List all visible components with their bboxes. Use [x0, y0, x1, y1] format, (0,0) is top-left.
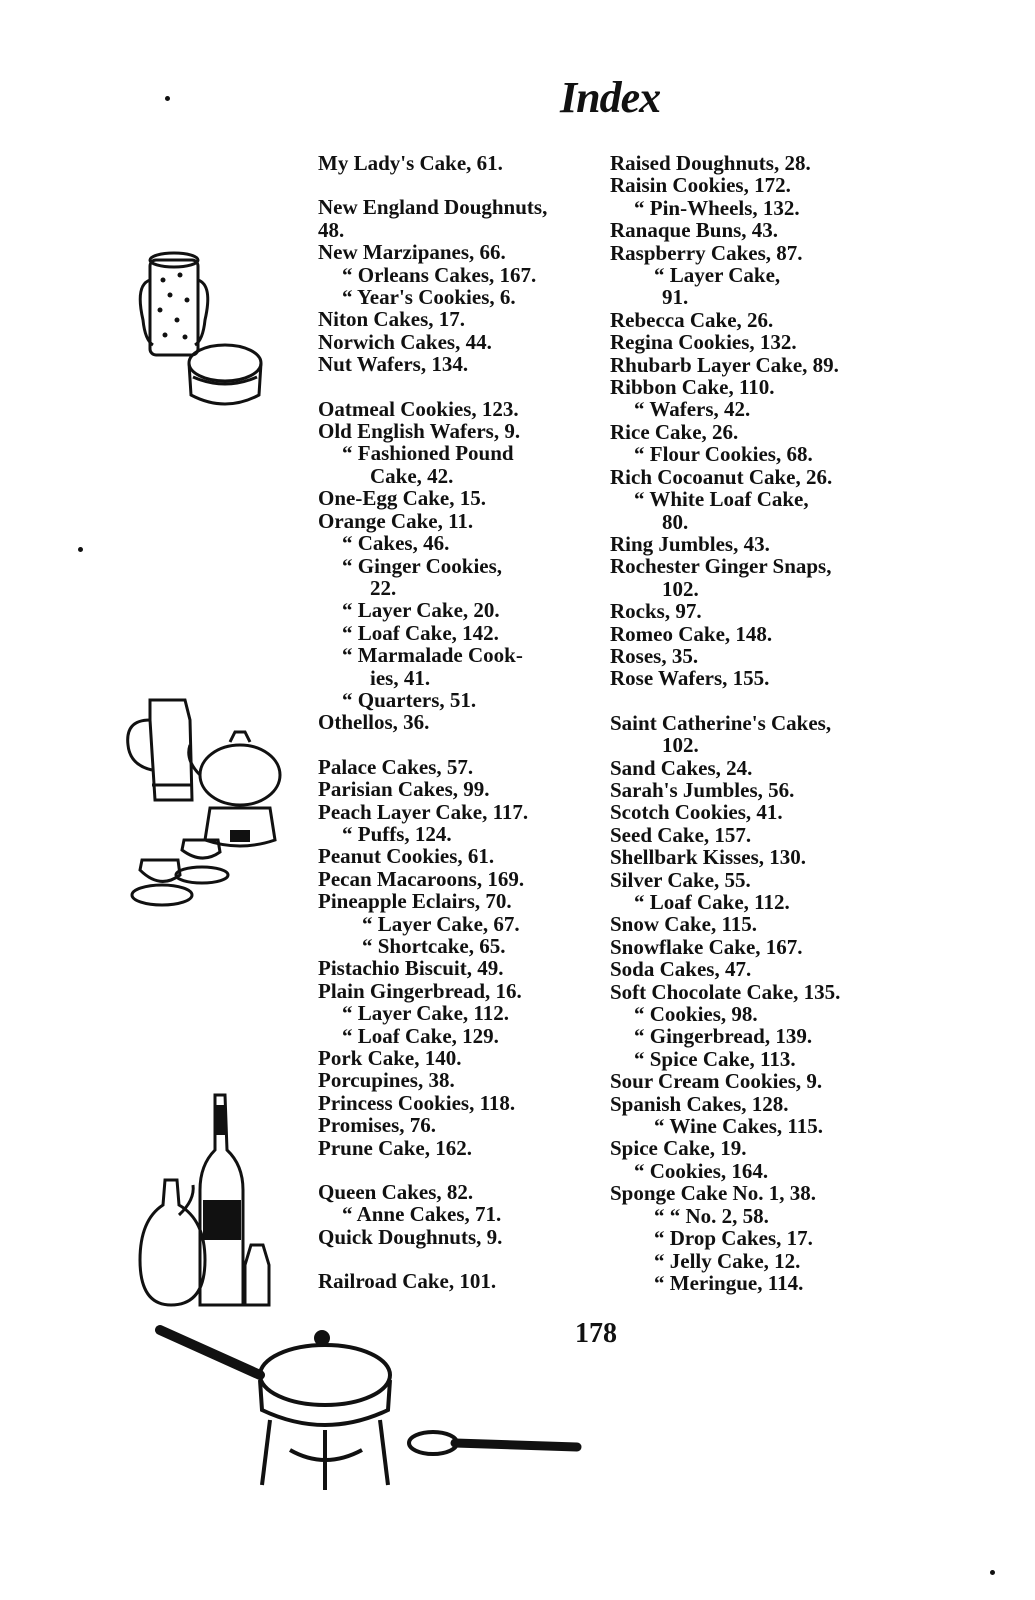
index-entry: Quick Doughnuts, 9. [318, 1224, 503, 1249]
index-entry: “ Drop Cakes, 17. [654, 1226, 813, 1251]
index-entry: Ribbon Cake, 110. [610, 375, 775, 400]
index-entry: Rocks, 97. [610, 599, 702, 624]
index-entry: “ Flour Cookies, 68. [634, 442, 813, 467]
index-entry: Pork Cake, 140. [318, 1046, 462, 1071]
coffee-canister-illustration [135, 245, 265, 415]
index-entry: Peach Layer Cake, 117. [318, 799, 529, 824]
index-entry: “ Cookies, 164. [634, 1158, 769, 1183]
index-entry: 80. [662, 509, 689, 534]
index-entry: Shellbark Kisses, 130. [610, 845, 807, 870]
index-entry: Othellos, 36. [318, 710, 430, 735]
index-entry: 48. [318, 217, 345, 242]
page-number: 178 [575, 1318, 617, 1349]
index-entry: Promises, 76. [318, 1113, 437, 1138]
index-entry: Pineapple Eclairs, 70. [318, 889, 512, 914]
index-entry: Spanish Cakes, 128. [610, 1091, 789, 1116]
index-entry: “ Layer Cake, 20. [342, 598, 500, 623]
index-entry: Saint Catherine's Cakes, [610, 710, 832, 735]
index-entry: Peanut Cookies, 61. [318, 844, 495, 869]
index-entry: Rochester Ginger Snaps, [610, 554, 832, 579]
index-entry: “ Quarters, 51. [342, 687, 477, 712]
bottles-illustration [135, 1090, 275, 1315]
index-entry: Ranaque Buns, 43. [610, 218, 779, 243]
index-entry: Rose Wafers, 155. [610, 666, 770, 691]
index-entry: 91. [662, 285, 689, 310]
index-entry: Sand Cakes, 24. [610, 755, 753, 780]
index-entry: Soda Cakes, 47. [610, 957, 752, 982]
index-entry: Raisin Cookies, 172. [610, 173, 791, 198]
index-entry: “ Spice Cake, 113. [634, 1046, 796, 1071]
index-entry: Rhubarb Layer Cake, 89. [610, 352, 839, 377]
print-speck [165, 96, 170, 101]
index-entry: Romeo Cake, 148. [610, 621, 773, 646]
index-entry: Norwich Cakes, 44. [318, 329, 492, 354]
index-entry: “ Wine Cakes, 115. [654, 1114, 824, 1139]
index-entry: “ Orleans Cakes, 167. [342, 262, 537, 287]
index-entry: “ Loaf Cake, 142. [342, 620, 499, 645]
index-entry: Rebecca Cake, 26. [610, 307, 774, 332]
index-entry: 102. [662, 576, 699, 601]
index-entry: “ Loaf Cake, 129. [342, 1023, 499, 1048]
index-entry: Raspberry Cakes, 87. [610, 240, 803, 265]
index-entry: Seed Cake, 157. [610, 822, 752, 847]
index-entry: Niton Cakes, 17. [318, 307, 466, 332]
index-entry: New England Doughnuts, [318, 195, 548, 220]
index-entry: Sarah's Jumbles, 56. [610, 777, 795, 802]
index-entry: “ White Loaf Cake, [634, 487, 809, 512]
index-entry: Roses, 35. [610, 643, 699, 668]
index-entry: “ Ginger Cookies, [342, 553, 503, 578]
index-entry: Pecan Macaroons, 169. [318, 866, 525, 891]
index-entry: “ Anne Cakes, 71. [342, 1202, 502, 1227]
index-entry: “ Layer Cake, 67. [362, 911, 520, 936]
index-entry: Old English Wafers, 9. [318, 419, 521, 444]
index-column-right [610, 152, 872, 1294]
chafing-dish-illustration [150, 1320, 400, 1500]
index-entry: Cake, 42. [370, 463, 454, 488]
index-entry: “ Meringue, 114. [654, 1270, 804, 1295]
spoon-illustration [405, 1425, 585, 1465]
index-entry: “ “ No. 2, 58. [654, 1203, 769, 1228]
index-entry: Soft Chocolate Cake, 135. [610, 979, 841, 1004]
index-entry: “ Cakes, 46. [342, 531, 450, 556]
index-column-left [318, 152, 580, 1293]
index-entry: Regina Cookies, 132. [610, 330, 797, 355]
index-entry: ies, 41. [370, 665, 431, 690]
index-entry: Rice Cake, 26. [610, 419, 739, 444]
index-entry: “ Fashioned Pound [342, 441, 514, 466]
index-entry: Oatmeal Cookies, 123. [318, 396, 519, 421]
index-entry: “ Wafers, 42. [634, 397, 751, 422]
index-entry: Sponge Cake No. 1, 38. [610, 1181, 816, 1206]
index-entry: My Lady's Cake, 61. [318, 151, 503, 175]
index-entry: Ring Jumbles, 43. [610, 531, 770, 556]
index-entry: “ Cookies, 98. [634, 1002, 758, 1027]
index-entry: Snowflake Cake, 167. [610, 934, 803, 959]
index-entry: Porcupines, 38. [318, 1068, 455, 1093]
index-entry: Parisian Cakes, 99. [318, 777, 490, 802]
index-entry: Prune Cake, 162. [318, 1135, 472, 1160]
index-entry: Palace Cakes, 57. [318, 754, 474, 779]
index-entry: Railroad Cake, 101. [318, 1269, 497, 1294]
index-entry: Raised Doughnuts, 28. [610, 151, 811, 175]
index-entry: Sour Cream Cookies, 9. [610, 1069, 823, 1094]
index-entry: “ Layer Cake, [654, 263, 781, 288]
index-entry: One-Egg Cake, 15. [318, 486, 486, 511]
index-entry: 102. [662, 733, 699, 758]
index-entry: Rich Cocoanut Cake, 26. [610, 464, 833, 489]
index-entry: New Marzipanes, 66. [318, 240, 506, 265]
page-title: Index [560, 73, 661, 122]
index-entry: “ Year's Cookies, 6. [342, 285, 516, 310]
index-entry: Nut Wafers, 134. [318, 352, 469, 377]
index-entry: “ Marmalade Cook- [342, 643, 523, 668]
coffee-service-illustration [120, 690, 290, 930]
index-entry: Snow Cake, 115. [610, 912, 758, 937]
index-entry: “ Puffs, 124. [342, 821, 452, 846]
index-entry: “ Layer Cake, 112. [342, 1001, 510, 1026]
index-entry: “ Loaf Cake, 112. [634, 890, 790, 914]
index-entry: “ Pin-Wheels, 132. [634, 195, 800, 220]
index-entry: Princess Cookies, 118. [318, 1090, 516, 1115]
index-entry: 22. [370, 575, 397, 600]
index-entry: Scotch Cookies, 41. [610, 800, 783, 825]
index-entry: Silver Cake, 55. [610, 867, 751, 892]
print-speck [990, 1570, 995, 1575]
index-entry: “ Jelly Cake, 12. [654, 1248, 801, 1273]
index-entry: Pistachio Biscuit, 49. [318, 956, 504, 981]
print-speck [78, 547, 83, 552]
index-entry: “ Shortcake, 65. [362, 934, 506, 958]
index-entry: “ Gingerbread, 139. [634, 1024, 813, 1049]
index-entry: Spice Cake, 19. [610, 1136, 747, 1161]
index-entry: Orange Cake, 11. [318, 508, 474, 533]
index-entry: Plain Gingerbread, 16. [318, 978, 522, 1003]
index-entry: Queen Cakes, 82. [318, 1180, 474, 1205]
